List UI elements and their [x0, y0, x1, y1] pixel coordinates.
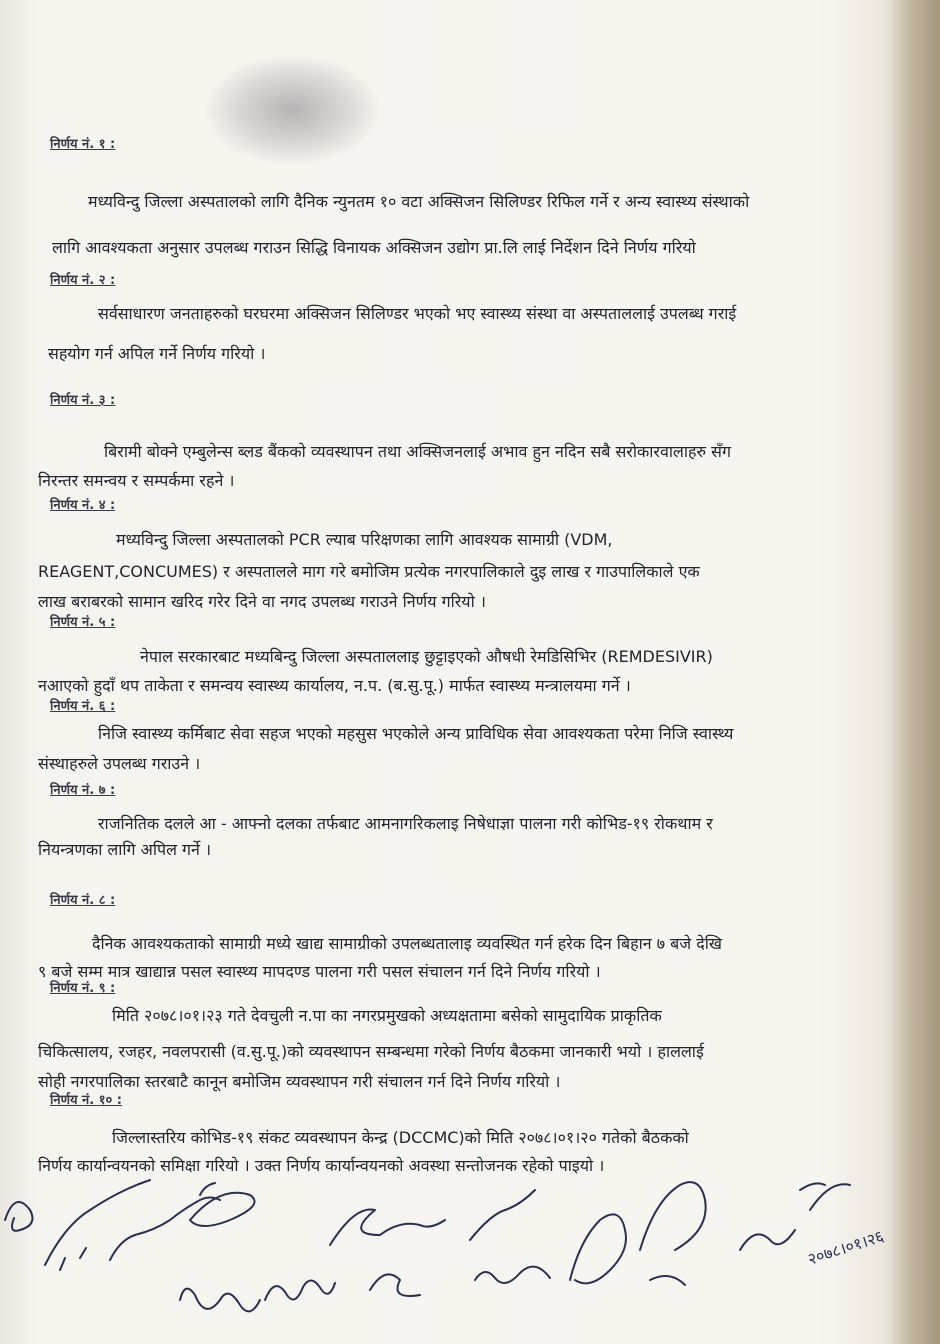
decision-heading-2: निर्णय नं. २ : — [50, 273, 116, 288]
decision-3-line-1: बिरामी बोक्ने एम्बुलेन्स ब्लड बैंकको व्यवस्थापन तथा अक्सिजनलाई अभाव हुन नदिन सबै सरोकारवालाहरु सँग — [104, 442, 731, 461]
decision-2-line-2: सहयोग गर्न अपिल गर्ने निर्णय गरियो । — [48, 344, 266, 363]
decision-heading-9: निर्णय नं. ९ : — [50, 981, 116, 996]
decision-10-line-1: जिल्लास्तरिय कोभिड-१९ संकट व्यवस्थापन केन्द्र (DCCMC)को मिति २०७८।०१।२० गतेको बैठकको — [112, 1128, 689, 1147]
decision-4-line-1: मध्यविन्दु जिल्ला अस्पतालको PCR ल्याब परिक्षणका लागि आवश्यक सामाग्री (VDM, — [116, 530, 613, 549]
decision-1-line-2: लागि आवश्यकता अनुसार उपलब्ध गराउन सिद्धि विनायक अक्सिजन उद्योग प्रा.लि लाई निर्देशन दिने निर्णय गरियो — [52, 238, 696, 257]
signature-8 — [370, 1274, 420, 1296]
decision-6-line-2: संस्थाहरुले उपलब्ध गराउने । — [38, 754, 201, 773]
decision-9-line-2: चिकित्सालय, रजहर, नवलपरासी (व.सु.पू.)को व्यवस्थापन सम्बन्धमा गरेको निर्णय बैठकमा जानकारी भयो । हाललाई — [38, 1042, 704, 1061]
decision-4-line-3: लाख बराबरको सामान खरिद गरेर दिने वा नगद उपलब्ध गराउने निर्णय गरियो । — [38, 592, 486, 611]
signature-9 — [470, 1190, 550, 1283]
decision-7-line-2: नियन्त्रणका लागि अपिल गर्ने । — [38, 840, 212, 859]
decision-heading-10: निर्णय नं. १० : — [50, 1093, 122, 1108]
signature-6 — [265, 1280, 335, 1300]
signature-13 — [800, 1183, 850, 1210]
decision-6-line-1: निजि स्वास्थ्य कर्मिबाट सेवा सहज भएको महसुस भएकोले अन्य प्राविधिक सेवा आवश्यकता परेमा निजि स्वास्थ्य — [98, 724, 734, 743]
decision-heading-3: निर्णय नं. ३ : — [50, 393, 116, 408]
decision-2-line-1: सर्वसाधारण जनताहरुको घरघरमा अक्सिजन सिलिण्डर भएको भए स्वास्थ्य संस्था वा अस्पताललाई उपलब्ध गराई — [98, 304, 737, 323]
decision-4-line-2: REAGENT,CONCUMES) र अस्पतालले माग गरे बमोजिम प्रत्येक नगरपालिकाले दुइ लाख र गाउपालिकाले एक — [38, 562, 700, 581]
ink-stamp-smudge — [205, 55, 380, 165]
decision-5-line-2: नआएको हुदाँ थप ताकेता र समन्वय स्वास्थ्य कार्यालय, न.प. (ब.सु.पू.) मार्फत स्वास्थ्य मन्त्रालयमा गर्ने । — [38, 676, 631, 695]
page-edge-shadow — [890, 0, 940, 1344]
decision-heading-1: निर्णय नं. १ : — [50, 137, 116, 152]
decision-1-line-1: मध्यविन्दु जिल्ला अस्पतालको लागि दैनिक न्युनतम १० वटा अक्सिजन सिलिण्डर रिफिल गर्ने र अन्य स्वास्थ्य संस्थाको — [88, 192, 750, 211]
decision-7-line-1: राजनितिक दलले आ - आफ्नो दलका तर्फबाट आमनागरिकलाइ निषेधाज्ञा पालना गरी कोभिड-१९ रोकथाम र — [98, 814, 713, 833]
decision-heading-5: निर्णय नं. ५ : — [50, 615, 116, 630]
decision-heading-7: निर्णय नं. ७ : — [50, 783, 116, 798]
signature-7 — [330, 1209, 445, 1245]
signature-11 — [640, 1182, 706, 1285]
signature-1 — [5, 1202, 32, 1231]
decision-heading-4: निर्णय नं. ४ : — [50, 498, 116, 513]
signature-4 — [190, 1183, 255, 1226]
signature-5 — [180, 1289, 260, 1312]
signature-date: २०७८।०१।२६ — [805, 1226, 887, 1269]
decision-5-line-1: नेपाल सरकारबाट मध्यबिन्दु जिल्ला अस्पताललाइ छुट्टाइएको औषधी रेमडिसिभिर (REMDESIVIR) — [140, 647, 713, 666]
signature-10 — [570, 1214, 626, 1283]
decision-8-line-1: दैनिक आवश्यकताको सामाग्री मध्ये खाद्य सामाग्रीको उपलब्धतालाइ व्यवस्थित गर्न हरेक दिन बिहान ७ बजे देखि — [92, 934, 722, 953]
decision-9-line-1: मिति २०७८।०१।२३ गते देवचुली न.पा का नगरप्रमुखको अध्यक्षतामा बसेको सामुदायिक प्राकृतिक — [112, 1006, 662, 1025]
decision-9-line-3: सोही नगरपालिका स्तरबाटै कानून बमोजिम व्यवस्थापन गरी संचालन गर्न दिने निर्णय गरियो । — [38, 1072, 561, 1091]
signature-12 — [740, 1230, 795, 1250]
decision-8-line-2: ९ बजे सम्म मात्र खाद्यान्न पसल स्वास्थ्य मापदण्ड पालना गरी पसल संचालन गर्न दिने निर्णय गरियो । — [38, 962, 601, 981]
decision-3-line-2: निरन्तर समन्वय र सम्पर्कमा रहने । — [38, 471, 235, 490]
signatures-area — [0, 1150, 940, 1344]
signature-2 — [45, 1180, 150, 1270]
decision-heading-8: निर्णय नं. ८ : — [50, 893, 116, 908]
decision-10-line-2: निर्णय कार्यान्वयनको समिक्षा गरियो । उक्त निर्णय कार्यान्वयनको अवस्था सन्तोजनक रहेको पाइयो । — [38, 1156, 605, 1175]
decision-heading-6: निर्णय नं. ६ : — [50, 699, 116, 714]
